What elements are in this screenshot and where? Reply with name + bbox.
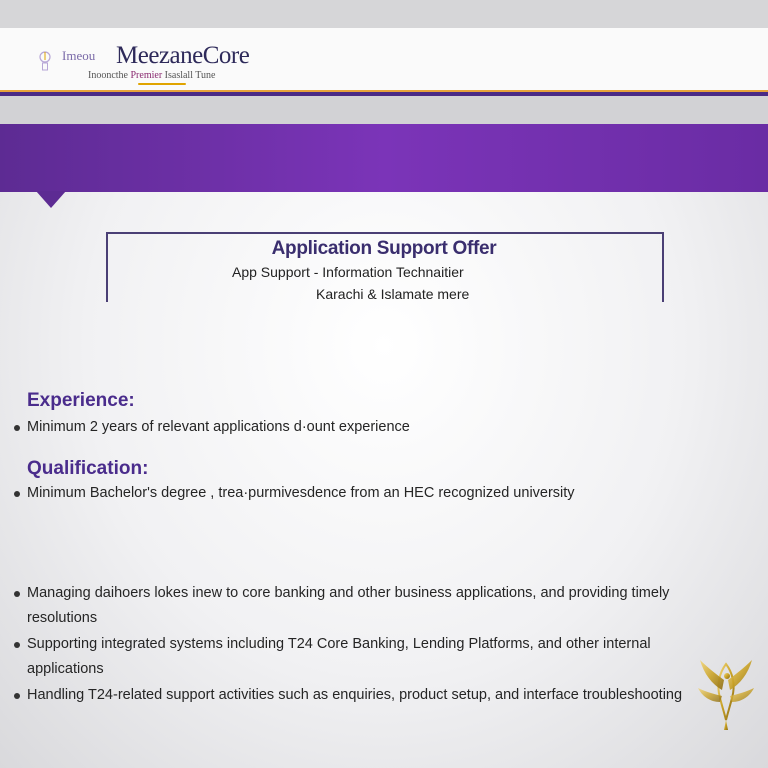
offer-title: Application Support Offer <box>271 238 497 259</box>
brand-tagline <box>88 70 216 81</box>
bullet-dot <box>14 425 20 431</box>
banner-pointer <box>36 191 66 208</box>
bullet-dot <box>14 693 20 699</box>
offer-location: Karachi & Islamate mere <box>316 286 470 302</box>
tagline-post: Isaslall Tune <box>162 70 216 81</box>
qualification-text: Minimum Bachelor's degree , trea·purmivesdence from an HEC recognized university <box>27 485 575 501</box>
purple-banner <box>0 124 768 192</box>
offer-subtitle: App Support - Information Technaitier <box>232 264 464 280</box>
responsibility-text: Supporting integrated systems including T24 Core Banking, Lending Platforms, and other internal applications <box>27 636 651 677</box>
experience-text: Minimum 2 years of relevant applications d·ount experience <box>27 419 410 435</box>
tagline-pre: Inooncthe <box>88 70 131 81</box>
logo-small-text: Imeou <box>62 48 96 63</box>
responsibility-text: Managing daihoers lokes inew to core banking and other business applications, and providing timely resolutions <box>27 585 670 626</box>
gray-band <box>0 96 768 124</box>
experience-heading: Experience: <box>27 390 135 411</box>
tagline-underline <box>138 83 186 85</box>
lightbulb-icon <box>38 48 52 78</box>
qualification-heading: Qualification: <box>27 458 149 479</box>
tagline-highlight: Premier <box>130 70 163 81</box>
brand-name: MeezaneCore <box>116 42 250 69</box>
bullet-dot <box>14 491 20 497</box>
responsibility-text: Handling T24-related support activities such as enquiries, product setup, and interface troubleshooting <box>27 687 683 703</box>
top-strip <box>0 0 768 28</box>
bullet-dot <box>14 591 20 597</box>
bullet-dot <box>14 642 20 648</box>
phoenix-emblem-icon <box>694 650 758 734</box>
